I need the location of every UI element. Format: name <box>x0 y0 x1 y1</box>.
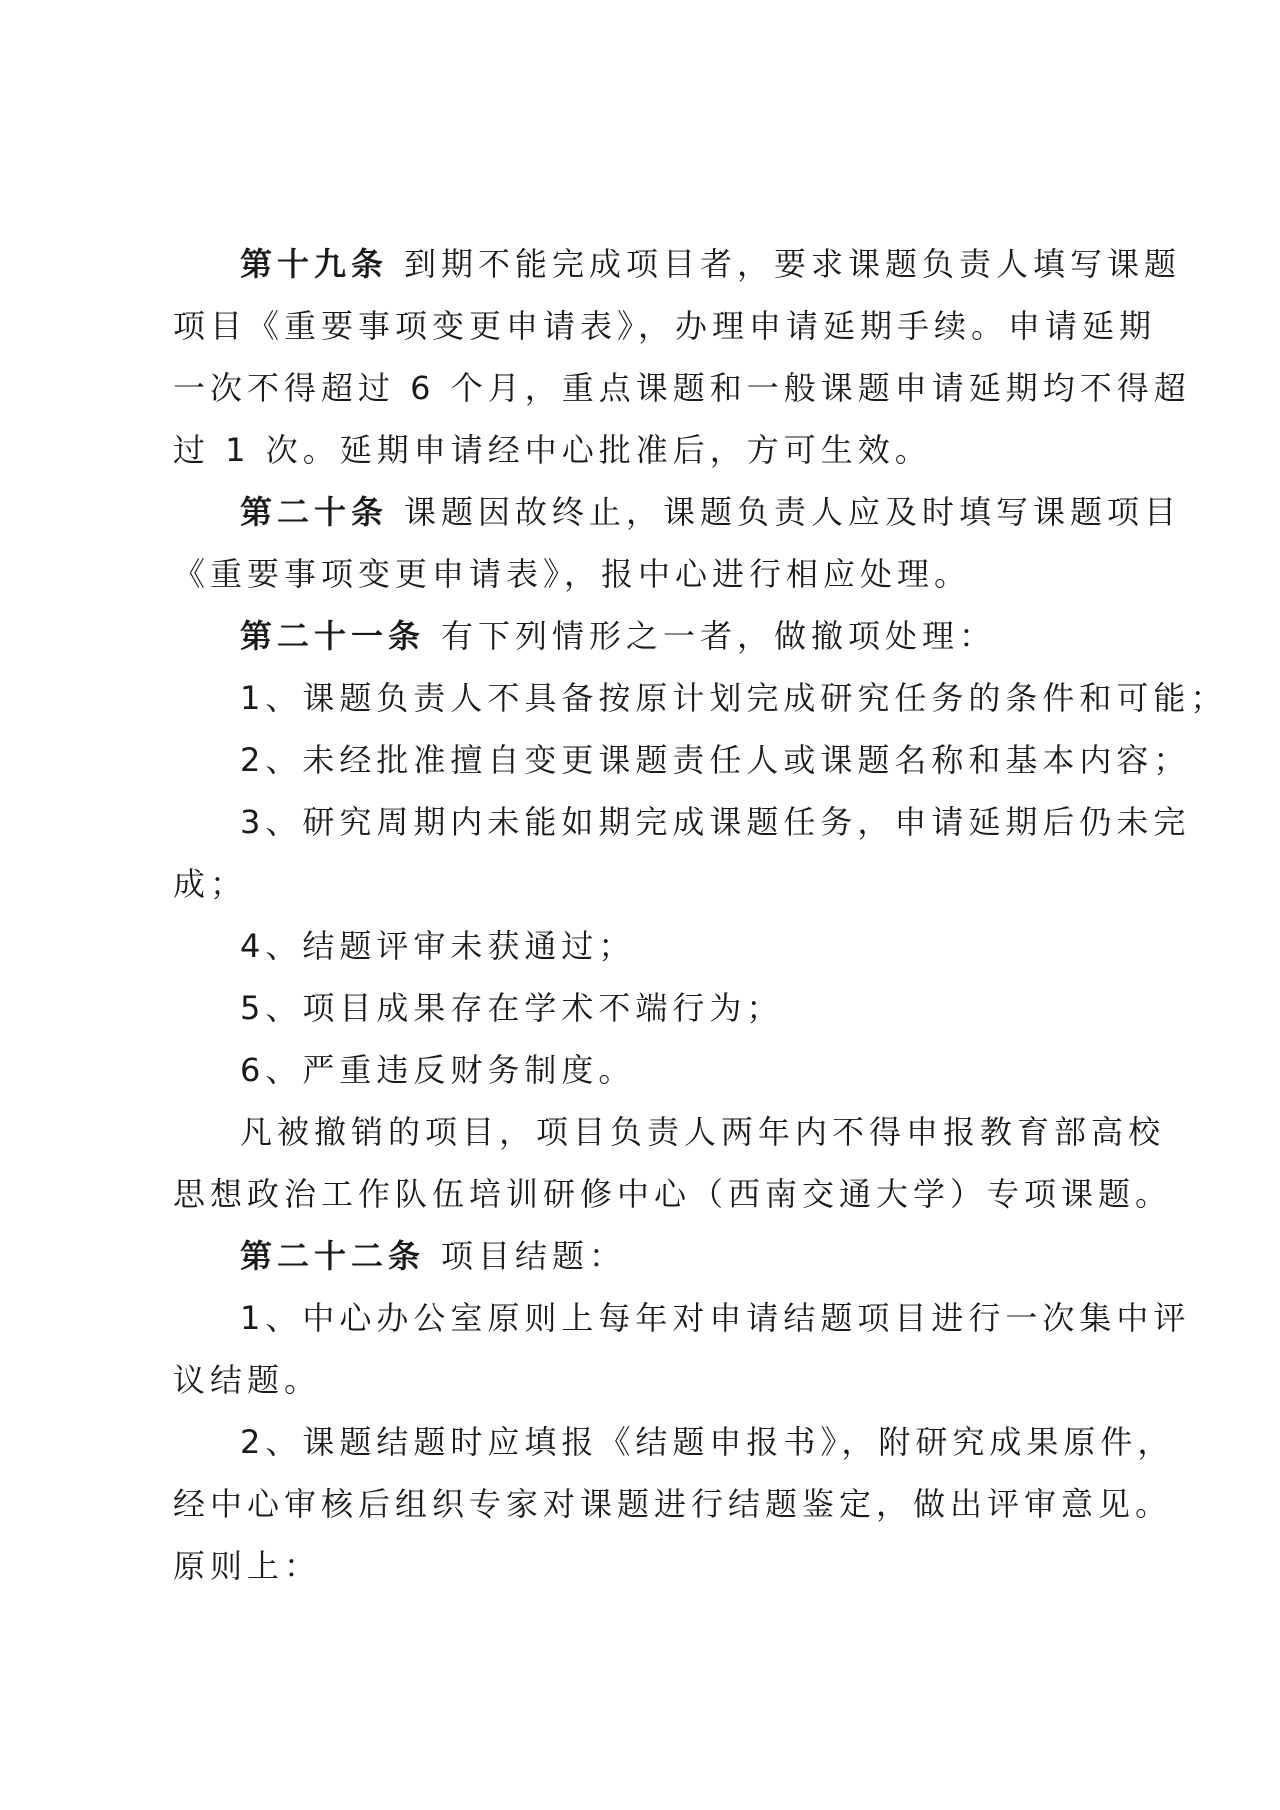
article-21-line-1 <box>240 616 996 656</box>
article-21-item-4: 4、结题评审未获通过； <box>240 927 636 965</box>
article-21-note-line-2: 思想政治工作队伍培训研修中心（西南交通大学）专项课题。 <box>173 1175 1173 1213</box>
article-19-line-3: 一次不得超过 6 个月，重点课题和一般课题申请延期均不得超 <box>173 369 1191 407</box>
article-21-intro: 有下列情形之一者，做撤项处理： <box>441 617 997 655</box>
article-22-item-1-cont: 议结题。 <box>173 1361 322 1399</box>
article-22-line-1 <box>240 1236 626 1276</box>
article-22-item-2-cont-2: 原则上： <box>173 1547 322 1585</box>
article-19-line-4: 过 1 次。延期申请经中心批准后，方可生效。 <box>173 431 932 469</box>
article-22-heading: 第二十二条 <box>240 1237 426 1275</box>
article-21-item-6: 6、严重违反财务制度。 <box>240 1051 636 1089</box>
article-22-item-2: 2、课题结题时应填报《结题申报书》，附研究成果原件， <box>240 1423 1175 1461</box>
article-21-heading: 第二十一条 <box>240 617 426 655</box>
article-21-item-3: 3、研究周期内未能如期完成课题任务，申请延期后仍未完 <box>240 803 1191 841</box>
article-19-line-2: 项目《重要事项变更申请表》，办理申请延期手续。申请延期 <box>173 307 1157 345</box>
article-21-item-3-cont: 成； <box>173 865 248 903</box>
article-20-line-1 <box>240 492 1181 532</box>
article-20-line-2: 《重要事项变更申请表》，报中心进行相应处理。 <box>173 555 972 593</box>
article-22-intro: 项目结题： <box>441 1237 627 1275</box>
article-20-heading: 第二十条 <box>240 493 389 531</box>
article-19-line-1 <box>240 244 1181 284</box>
article-19-text: 到期不能完成项目者，要求课题负责人填写课题 <box>404 245 1182 283</box>
article-19-heading: 第十九条 <box>240 245 389 283</box>
article-22-item-1: 1、中心办公室原则上每年对申请结题项目进行一次集中评 <box>240 1299 1191 1337</box>
article-21-item-1: 1、课题负责人不具备按原计划完成研究任务的条件和可能； <box>240 679 1228 717</box>
article-21-item-2: 2、未经批准擅自变更课题责任人或课题名称和基本内容； <box>240 741 1191 779</box>
article-21-note-line-1: 凡被撤销的项目，项目负责人两年内不得申报教育部高校 <box>240 1113 1166 1151</box>
article-20-text: 课题因故终止，课题负责人应及时填写课题项目 <box>404 493 1182 531</box>
article-22-item-2-cont-1: 经中心审核后组织专家对课题进行结题鉴定，做出评审意见。 <box>173 1485 1173 1523</box>
article-21-item-5: 5、项目成果存在学术不端行为； <box>240 989 784 1027</box>
